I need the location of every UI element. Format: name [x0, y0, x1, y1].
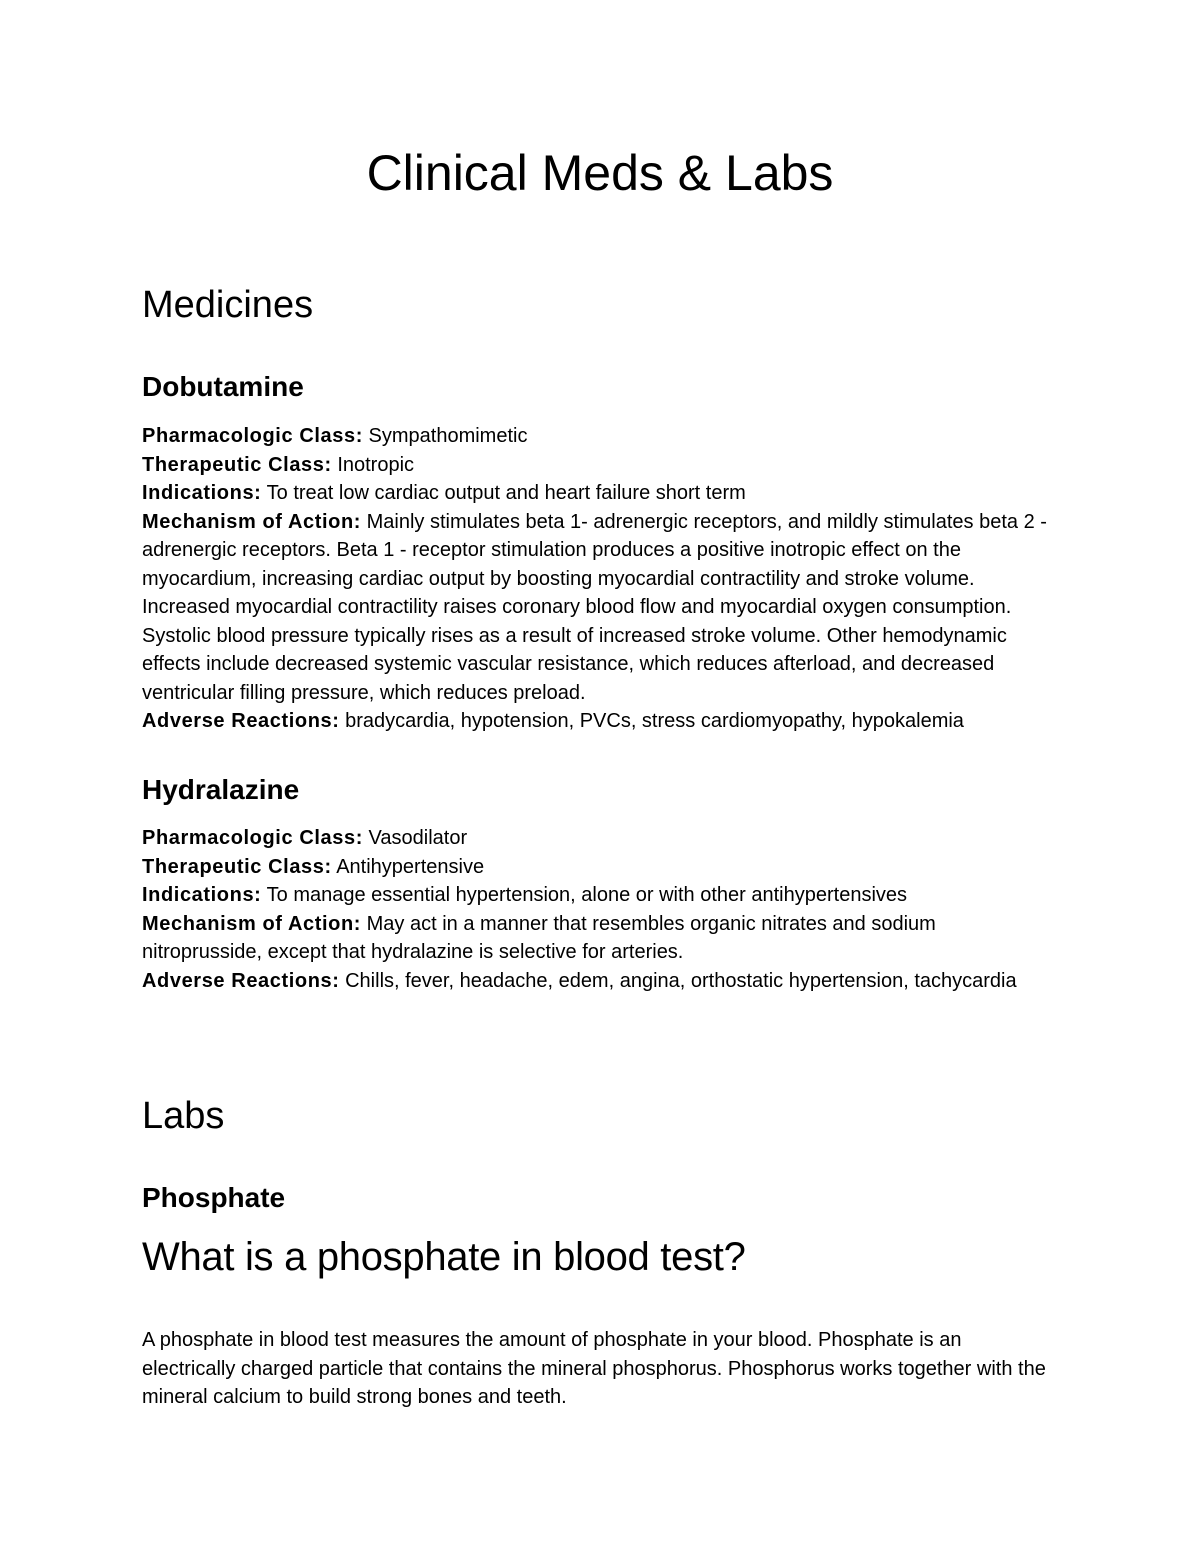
field-value: Inotropic [337, 453, 415, 476]
field-pharmacologic-class [142, 422, 1052, 451]
field-label: Therapeutic Class: [142, 453, 332, 476]
med-details-hydralazine [142, 824, 1052, 995]
section-heading-labs: Labs [142, 1095, 225, 1137]
med-heading-hydralazine: Hydralazine [142, 774, 300, 805]
field-value: Chills, fever, headache, edem, angina, orthostatic hypertension, tachycardia [345, 969, 1017, 992]
section-heading-medicines: Medicines [142, 284, 314, 326]
lab-heading-phosphate: Phosphate [142, 1182, 286, 1213]
field-therapeutic-class [142, 451, 1052, 480]
field-label: Mechanism of Action: [142, 912, 362, 935]
field-label: Mechanism of Action: [142, 510, 362, 533]
field-label: Therapeutic Class: [142, 855, 332, 878]
field-label: Indications: [142, 884, 262, 906]
field-value: Vasodilator [368, 827, 468, 849]
field-therapeutic-class [142, 853, 1052, 882]
field-pharmacologic-class [142, 824, 1052, 853]
field-value: May act in a manner that resembles organic nitrates and sodium nitroprusside, except that hydralazine is selective for arteries. [142, 912, 936, 963]
field-label: Pharmacologic Class: [142, 425, 363, 447]
field-mechanism-of-action [142, 508, 1052, 708]
lab-description: A phosphate in blood test measures the amount of phosphate in your blood. Phosphate is an electrically charged particle that contains the mineral phosphorus. Phosphorus works together with the mineral calcium to build strong bones and teeth. [142, 1329, 1046, 1408]
field-adverse-reactions [142, 967, 1052, 996]
lab-question-heading: What is a phosphate in blood test? [142, 1235, 746, 1279]
field-value: To manage essential hypertension, alone or with other antihypertensives [266, 884, 908, 906]
field-indications [142, 479, 1052, 508]
field-value: bradycardia, hypotension, PVCs, stress cardiomyopathy, hypokalemia [345, 710, 964, 732]
field-value: Sympathomimetic [368, 425, 528, 447]
field-label: Pharmacologic Class: [142, 827, 363, 849]
field-indications [142, 881, 1052, 910]
field-value: Mainly stimulates beta 1- adrenergic receptors, and mildly stimulates beta 2 - adrenergic receptors. Beta 1 - receptor stimulation produces a positive inotropic effect on the myocardium, increasing cardiac output by boosting myocardial contractility and stroke volume. Increased myocardial contractility raises coronary blood flow and myocardial oxygen consumption. Systolic blood pressure typically rises as a result of increased stroke volume. Other hemodynamic effects include decreased systemic vascular resistance, which reduces afterload, and decreased ventricular filling pressure, which reduces preload. [142, 510, 1047, 704]
document-title: Clinical Meds & Labs [366, 145, 834, 201]
field-label: Adverse Reactions: [142, 710, 340, 732]
med-heading-dobutamine: Dobutamine [142, 371, 304, 402]
field-label: Indications: [142, 482, 262, 504]
field-adverse-reactions [142, 707, 1052, 736]
med-details-dobutamine [142, 422, 1052, 736]
field-value: To treat low cardiac output and heart failure short term [266, 482, 746, 504]
field-value: Antihypertensive [336, 855, 485, 878]
field-label: Adverse Reactions: [142, 969, 340, 992]
field-mechanism-of-action [142, 910, 1052, 967]
